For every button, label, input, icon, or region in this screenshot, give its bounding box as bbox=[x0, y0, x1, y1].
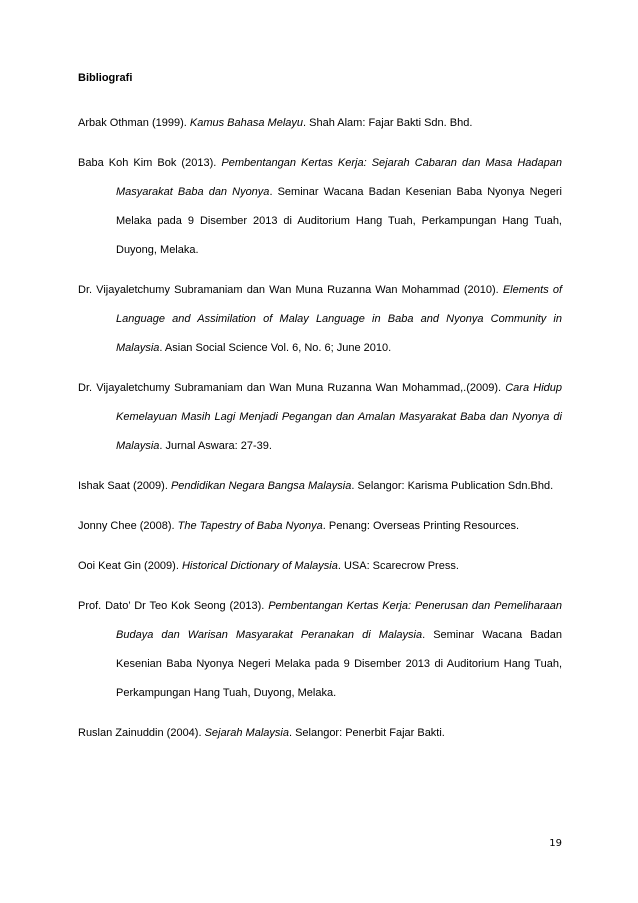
reference-publication: . Selangor: Karisma Publication Sdn.Bhd. bbox=[351, 480, 554, 492]
reference-entry bbox=[78, 109, 562, 138]
reference-entry bbox=[78, 149, 562, 265]
reference-title: Pembentangan Kertas Kerja: Sejarah Cabaran dan Masa Hadapan Masyarakat Baba dan Nyonya bbox=[116, 157, 563, 198]
page-number: 19 bbox=[549, 838, 562, 849]
reference-publication: . Shah Alam: Fajar Bakti Sdn. Bhd. bbox=[303, 117, 473, 129]
reference-author-year: Ruslan Zainuddin (2004). bbox=[78, 727, 205, 739]
reference-publication: . Seminar Wacana Badan Kesenian Baba Nyonya Negeri Melaka pada 9 Disember 2013 di Auditorium Hang Tuah, Perkampungan Hang Tuah, Duyong, Melaka. bbox=[116, 629, 562, 699]
reference-author-year: Ishak Saat (2009). bbox=[78, 480, 171, 492]
reference-title: Sejarah Malaysia bbox=[204, 727, 289, 739]
reference-title: The Tapestry of Baba Nyonya bbox=[177, 520, 323, 532]
reference-title: Historical Dictionary of Malaysia bbox=[181, 560, 338, 572]
reference-title: Pendidikan Negara Bangsa Malaysia bbox=[170, 480, 352, 492]
bibliography-heading: Bibliografi bbox=[78, 72, 133, 84]
reference-author-year: Jonny Chee (2008). bbox=[78, 520, 178, 532]
reference-author-year: Prof. Dato’ Dr Teo Kok Seong (2013). bbox=[78, 600, 269, 612]
reference-entry bbox=[78, 512, 562, 541]
reference-entry bbox=[78, 472, 562, 501]
reference-publication: . Asian Social Science Vol. 6, No. 6; June 2010. bbox=[159, 342, 392, 354]
reference-entry bbox=[78, 552, 562, 581]
reference-author-year: Baba Koh Kim Bok (2013). bbox=[78, 157, 222, 169]
reference-list bbox=[78, 109, 562, 755]
reference-title: Pembentangan Kertas Kerja: Penerusan dan Pemeliharaan Budaya dan Warisan Masyarakat Peranakan di Malaysia bbox=[116, 600, 562, 641]
reference-publication: . Seminar Wacana Badan Kesenian Baba Nyonya Negeri Melaka pada 9 Disember 2013 di Auditorium Hang Tuah, Perkampungan Hang Tuah, Duyong, Melaka. bbox=[116, 186, 563, 256]
reference-publication: . USA: Scarecrow Press. bbox=[337, 560, 459, 572]
reference-entry bbox=[78, 719, 562, 748]
reference-publication: . Jurnal Aswara: 27-39. bbox=[159, 440, 272, 452]
reference-author-year: Dr. Vijayaletchumy Subramaniam dan Wan Muna Ruzanna Wan Mohammad,.(2009). bbox=[78, 382, 506, 394]
reference-publication: . Selangor: Penerbit Fajar Bakti. bbox=[288, 727, 445, 739]
reference-title: Kamus Bahasa Melayu bbox=[189, 117, 304, 129]
reference-entry bbox=[78, 592, 562, 708]
reference-author-year: Dr. Vijayaletchumy Subramaniam dan Wan Muna Ruzanna Wan Mohammad (2010). bbox=[78, 284, 503, 296]
reference-publication: . Penang: Overseas Printing Resources. bbox=[322, 520, 520, 532]
reference-author-year: Arbak Othman (1999). bbox=[78, 117, 190, 129]
reference-entry bbox=[78, 276, 562, 363]
reference-author-year: Ooi Keat Gin (2009). bbox=[78, 560, 182, 572]
reference-title: Cara Hidup Kemelayuan Masih Lagi Menjadi Pegangan dan Amalan Masyarakat Baba dan Nyonya di Malaysia bbox=[116, 382, 562, 452]
reference-entry bbox=[78, 374, 562, 461]
reference-title: Elements of Language and Assimilation of Malay Language in Baba and Nyonya Community in Malaysia bbox=[116, 284, 562, 354]
